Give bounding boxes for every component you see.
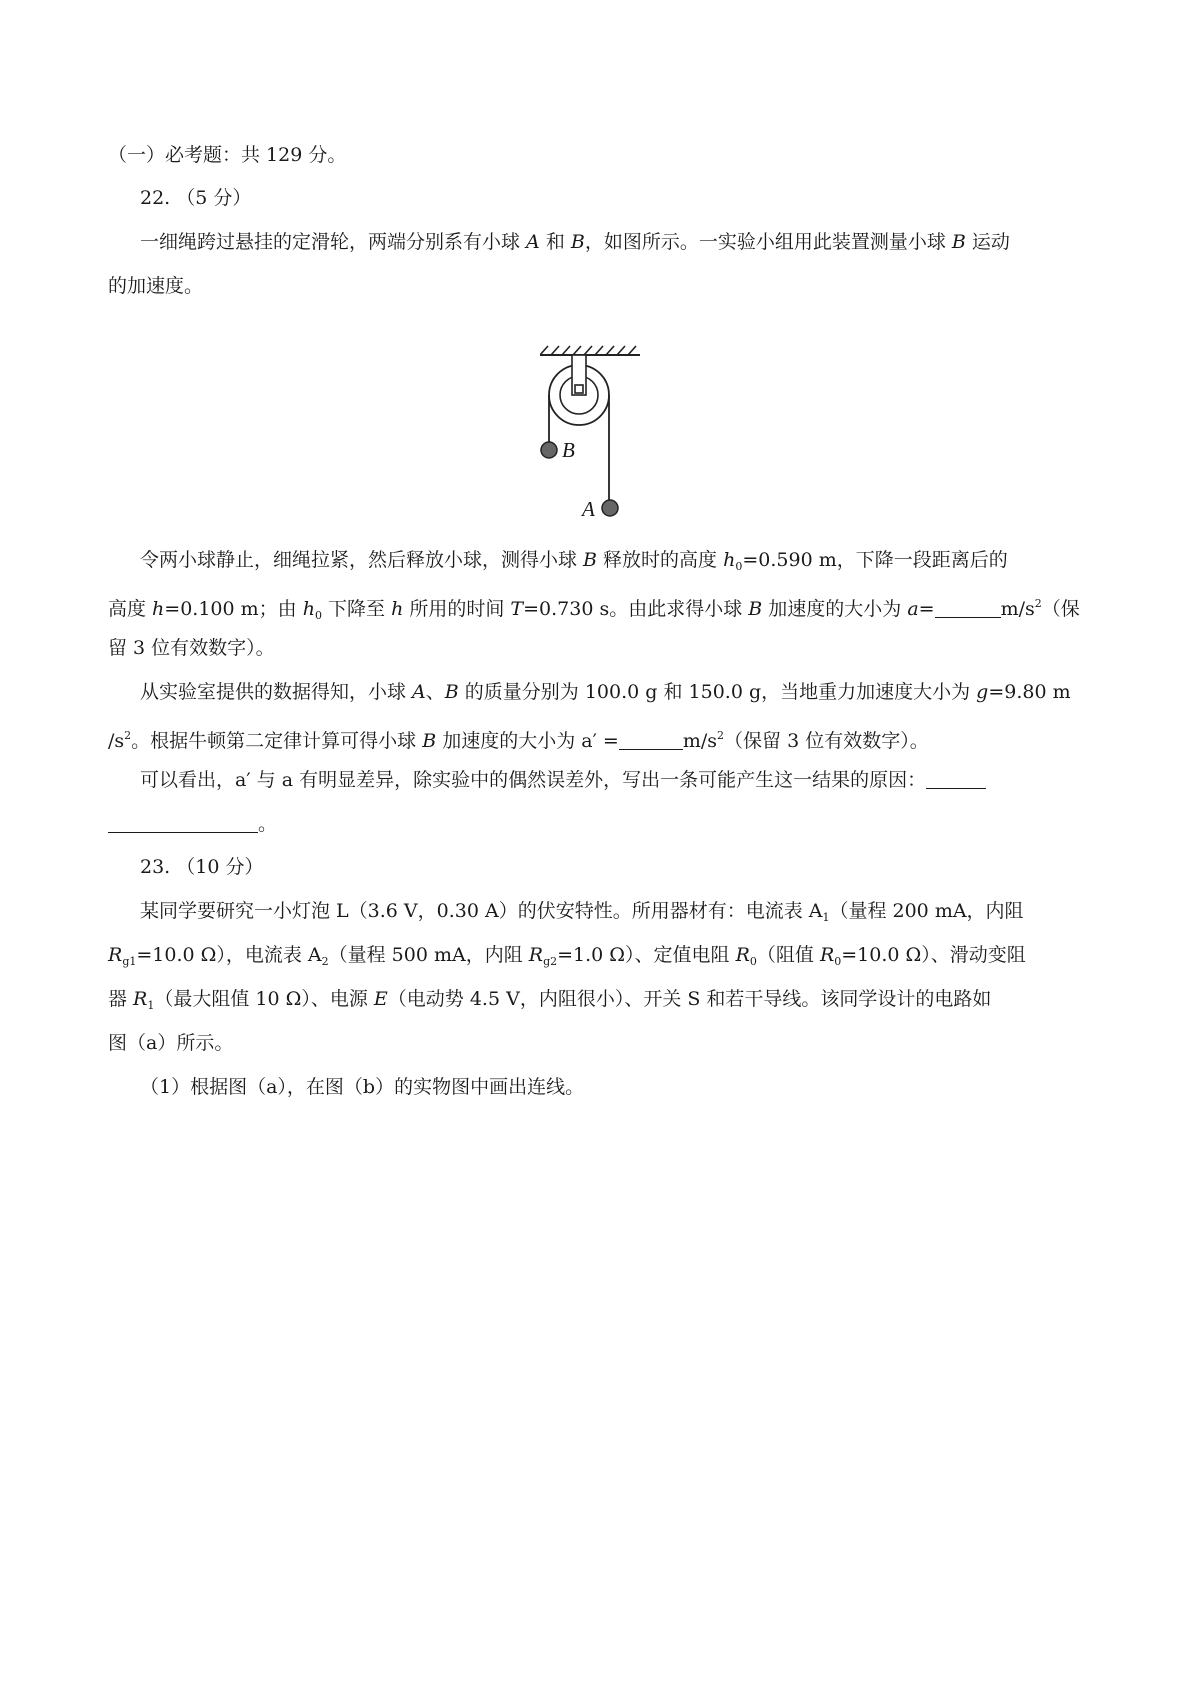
pulley-figure xyxy=(540,345,690,530)
q22-reason-line2: 。 xyxy=(108,810,277,838)
q23-number: 23. xyxy=(140,856,171,878)
q22-number: 22. xyxy=(140,187,171,209)
answer-blank-a-prime[interactable] xyxy=(619,731,683,750)
ball-a xyxy=(602,500,618,516)
label-a: A xyxy=(582,497,595,521)
q22-heading xyxy=(140,184,251,212)
answer-blank-a[interactable] xyxy=(935,599,1001,618)
q22-score: （5 分） xyxy=(176,187,252,209)
q22-intro-line1: 一细绳跨过悬挂的定滑轮，两端分别系有小球 A 和 B，如图所示。一实验小组用此装置测量小球 B 运动 xyxy=(140,231,1010,253)
q22-measure-line2: 高度 h=0.100 m；由 $h_0$ 下降至 h 所用的时间 T=0.730 s。由此求得小球 B 加速度的大小为 $a= m/s^2$（保 xyxy=(108,597,1080,622)
q23-heading xyxy=(140,853,263,881)
pulley-axle xyxy=(575,385,583,393)
section-header: （一）必考题：共 129 分。 xyxy=(108,144,347,166)
answer-blank-reason[interactable] xyxy=(926,770,986,789)
q23-subquestion-1: （1）根据图（a），在图（b）的实物图中画出连线。 xyxy=(140,1076,585,1098)
q22-lab-line1: 从实验室提供的数据得知，小球 A、B 的质量分别为 100.0 g 和 150.0 g，当地重力加速度大小为 g=9.80 m xyxy=(140,681,1071,703)
ceiling-support xyxy=(540,346,640,355)
q23-line4: 图（a）所示。 xyxy=(108,1032,234,1054)
q22-lab-line2: $/s^2$。根据牛顿第二定律计算可得小球 B 加速度的大小为 $a' = m/s^2$（保留 3 位有效数字）。 xyxy=(108,729,929,752)
answer-blank-reason-cont[interactable] xyxy=(108,814,258,833)
q22-measure-line3: 留 3 位有效数字）。 xyxy=(108,637,275,659)
label-b: B xyxy=(562,438,575,462)
q23-line3: 器 $R_1$（最大阻值 10 Ω）、电源 E（电动势 4.5 V，内阻很小）、开关 S 和若干导线。该同学设计的电路如 xyxy=(108,988,992,1012)
q22-measure-line1: 令两小球静止，细绳拉紧，然后释放小球，测得小球 B 释放时的高度 $h_0=0.590$ m，下降一段距离后的 xyxy=(140,549,1008,573)
q23-score: （10 分） xyxy=(176,856,264,878)
q22-intro-line2: 的加速度。 xyxy=(108,275,204,297)
ball-b xyxy=(541,442,557,458)
q22-reason-line1: 可以看出，a′ 与 a 有明显差异，除实验中的偶然误差外，写出一条可能产生这一结果的原因： xyxy=(140,766,986,794)
q23-line1: 某同学要研究一小灯泡 L（3.6 V，0.30 A）的伏安特性。所用器材有：电流表 $A_1$（量程 200 mA，内阻 xyxy=(140,900,1024,924)
q23-line2: $R_{g1}=10.0$ Ω），电流表 $A_2$（量程 500 mA，内阻 $R_{g2}=1.0$ Ω）、定值电阻 $R_0$（阻值 $R_0=10.0$ Ω）、滑动变阻 xyxy=(108,944,1026,968)
